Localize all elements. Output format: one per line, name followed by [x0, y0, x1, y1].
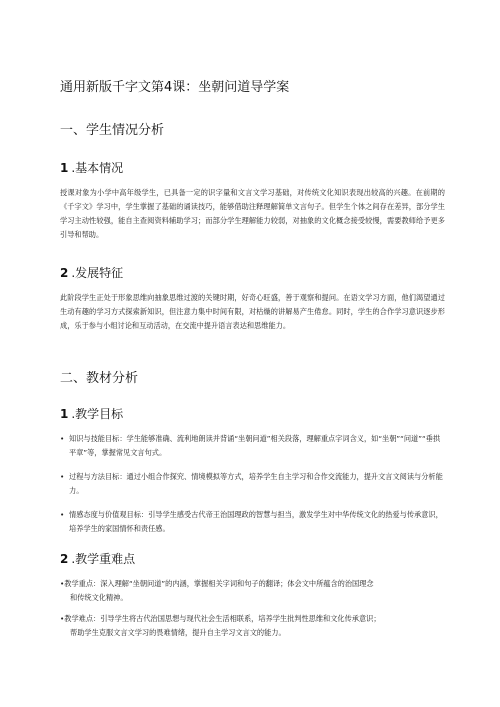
list-item-goal-process — [60, 470, 445, 498]
document-title: 通用新版千字文第4课：坐朝问道导学案 — [60, 80, 290, 95]
paragraph-basic-situation: 授课对象为小学中高年级学生，已具备一定的识字量和文言文学习基础，对传统文化知识表现出较高的兴趣。在前期的《千字文》学习中，学生掌握了基础的诵读技巧，能够借助注释理解简单文言句子。但学生个体之间存在差异，部分学生学习主动性较强，能自主查阅资料辅助学习；而部分学生理解能力较弱，对抽象的文化概念接受较慢，需要教师给予更多引导和帮助。 — [60, 188, 445, 239]
list-item-goal-knowledge — [60, 432, 445, 460]
list-item-label: 教学重点： — [64, 579, 101, 588]
subsection-number: 1 — [60, 407, 69, 421]
subsection-title: .基本情况 — [71, 161, 124, 175]
section-heading-textbook-analysis: 二、教材分析 — [60, 371, 139, 386]
subsection-number: 2 — [60, 552, 69, 566]
paragraph-development-features: 此阶段学生正处于形象思维向抽象思维过渡的关键时期，好奇心旺盛，善于观察和提问。在语文学习方面，他们渴望通过生动有趣的学习方式探索新知识，但注意力集中时间有限，对枯燥的讲解易产生倦怠。同时，学生的合作学习意识逐步形成，乐于参与小组讨论和互动活动，在交流中提升语言表达和思维能力。 — [60, 293, 445, 330]
list-item-text: 知识与技能目标：学生能够准确、流利地朗读并背诵“坐朝问道”相关段落，理解重点字词含义，如“坐朝”“问道”“垂拱平章”等，掌握常见文言句式。 — [69, 434, 441, 457]
subsection-title: .教学重难点 — [71, 552, 136, 566]
bullet-icon: • — [60, 434, 65, 443]
bullet-icon: • — [60, 510, 65, 519]
section-heading-student-analysis: 一、学生情况分析 — [60, 123, 165, 138]
subsection-number: 2 — [60, 266, 69, 280]
subsection-heading-goals — [60, 407, 123, 422]
list-item-goal-emotion — [60, 508, 445, 536]
list-item-continuation: 帮助学生克服文言文学习的畏难情绪，提升自主学习文言文的能力。 — [70, 628, 286, 637]
subsection-heading-key-points — [60, 552, 135, 567]
list-item-label: 教学难点： — [64, 614, 101, 623]
subsection-title: .发展特征 — [71, 266, 124, 280]
list-item-text — [60, 612, 445, 626]
subsection-title: .教学目标 — [71, 407, 124, 421]
subsection-heading-basic — [60, 161, 123, 176]
list-item-text: 过程与方法目标：通过小组合作探究、情境模拟等方式，培养学生自主学习和合作交流能力，提升文言文阅读与分析能力。 — [69, 472, 443, 495]
list-item-body: 深入理解“坐朝问道”的内涵，掌握相关字词和句子的翻译；体会文中所蕴含的治国理念 — [100, 579, 374, 588]
bullet-icon: • — [60, 614, 65, 623]
subsection-heading-development — [60, 266, 123, 281]
list-item-text: 情感态度与价值观目标：引导学生感受古代帝王治国理政的智慧与担当，激发学生对中华传统文化的热爱与传承意识，培养学生的家国情怀和责任感。 — [69, 510, 443, 533]
list-item-key-point — [60, 577, 445, 605]
subsection-number: 1 — [60, 161, 69, 175]
bullet-icon: • — [60, 472, 65, 481]
list-item-continuation: 和传统文化精神。 — [70, 593, 128, 602]
list-item-text — [60, 577, 445, 591]
bullet-icon: • — [60, 579, 65, 588]
list-item-difficulty — [60, 612, 445, 640]
list-item-body: 引导学生将古代治国思想与现代社会生活相联系，培养学生批判性思维和文化传承意识； — [100, 614, 381, 623]
